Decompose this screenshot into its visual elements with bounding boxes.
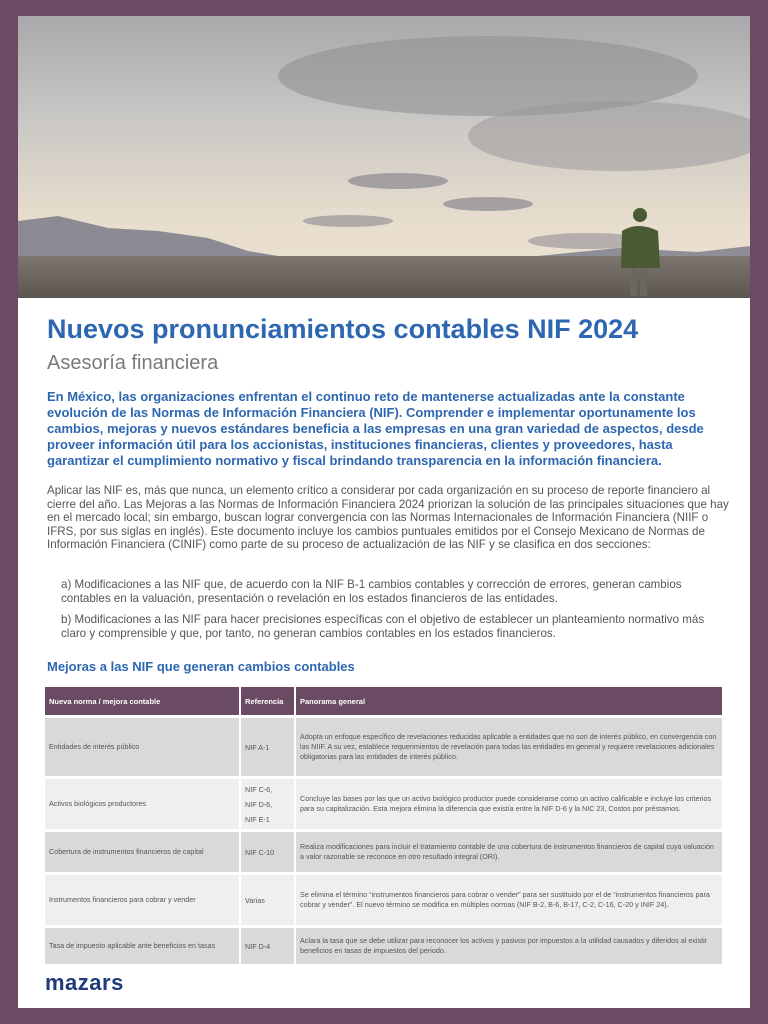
cell-panorama: Adopta un enfoque específico de revelaciones reducidas aplicable a entidades que no son de interés público, en convergencia con las NIIF. A su vez, establece requerimientos de revelación para todas las entidades en general y requiere revelaciones adicionales obligatorias para las entidades de interés público. xyxy=(296,718,722,776)
cell-norma: Cobertura de instrumentos financieros de capital xyxy=(45,832,241,872)
mazars-logo: mazars xyxy=(45,970,124,995)
col-header-norma: Nueva norma / mejora contable xyxy=(45,687,241,715)
list-item-a: a) Modificaciones a las NIF que, de acuerdo con la NIF B-1 cambios contables y corrección de errores, generan cambios contables en la valuación, presentación o revelación en los estados financieros de las entidades. xyxy=(61,578,682,605)
hero-image xyxy=(18,16,750,298)
cell-panorama: Concluye las bases por las que un activo biológico productor puede considerarse como un activo calificable e incluye los criterios para su capitalización. Esta mejora elimina la diferencia que existía entre la NIF D-6 y la NIC 23, Costos por préstamos. xyxy=(296,779,722,829)
cell-norma: Activos biológicos productores xyxy=(45,779,241,829)
page-subtitle: Asesoría financiera xyxy=(47,352,219,374)
cell-norma: Instrumentos financieros para cobrar y vender xyxy=(45,875,241,925)
document-page xyxy=(18,16,750,1008)
cell-panorama: Realiza modificaciones para incluir el tratamiento contable de una cobertura de instrumentos financieros de capital cuya valuación a valor razonable se reconoce en otro resultado integral (ORI). xyxy=(296,832,722,872)
lead-paragraph: En México, las organizaciones enfrentan el continuo reto de mantenerse actualizadas ante la constante evolución de las Normas de Información Financiera (NIF). Comprender e implementar oportunamente los cambios, mejoras y nuevos estándares beneficia a las empresas en una gran variedad de aspectos, desde proveer información útil para los accionistas, instituciones financieras, clientes y proveedores, hasta garantizar el cumplimiento normativo y fiscal brindando transparencia en la información financiera. xyxy=(47,389,704,468)
cell-referencia: NIF C-6, NIF D-6, NIF E-1 xyxy=(241,779,296,829)
cell-panorama: Se elimina el término “instrumentos financieros para cobrar o vender” para ser sustituido por el de “instrumentos financieros para cobrar y vender”. El nuevo término se modifica en múltiples normas (NIF B-2, B-6, B-17, C-2, C-16, C-20 y INIF 24). xyxy=(296,875,722,925)
table-row xyxy=(45,718,722,776)
cell-referencia: NIF C-10 xyxy=(241,832,296,872)
table-row xyxy=(45,832,722,872)
table-row xyxy=(45,779,722,829)
table-header-row xyxy=(45,687,722,715)
col-header-panorama: Panorama general xyxy=(296,687,722,715)
cell-norma: Tasa de impuesto aplicable ante beneficios en tasas xyxy=(45,928,241,964)
table-row xyxy=(45,928,722,964)
section-title: Mejoras a las NIF que generan cambios contables xyxy=(47,659,355,674)
list-item-b: b) Modificaciones a las NIF para hacer precisiones específicas con el objetivo de establecer un planteamiento normativo más claro y comprensible y que, por tanto, no generan cambios contables en los estados financieros. xyxy=(61,613,705,640)
table-row xyxy=(45,875,722,925)
cell-referencia: NIF A-1 xyxy=(241,718,296,776)
cell-panorama: Aclara la tasa que se debe utilizar para reconocer los activos y pasivos por impuestos a la utilidad causados y diferidos al existir beneficios en tasas de impuestos del periodo. xyxy=(296,928,722,964)
cell-norma: Entidades de interés público xyxy=(45,718,241,776)
cell-referencia: Varias xyxy=(241,875,296,925)
changes-table xyxy=(45,684,722,967)
col-header-referencia: Referencia xyxy=(241,687,296,715)
body-paragraph: Aplicar las NIF es, más que nunca, un elemento crítico a considerar por cada organización en su proceso de reporte financiero al cierre del año. Las Mejoras a las Normas de Información Financiera 2024 priorizan la solución de las principales situaciones que hay en el mercado local; sin embargo, buscan lograr convergencia con las Normas Internacionales de Información Financiera (NIIF o IFRS, por sus siglas en inglés). Este documento incluye los cambios puntuales emitidos por el Consejo Mexicano de Normas de Información Financiera (CINIF) como parte de su proceso de actualización de las NIF y se clasifica en dos secciones: xyxy=(47,484,729,552)
page-title: Nuevos pronunciamientos contables NIF 2024 xyxy=(47,314,639,344)
cell-referencia: NIF D-4 xyxy=(241,928,296,964)
